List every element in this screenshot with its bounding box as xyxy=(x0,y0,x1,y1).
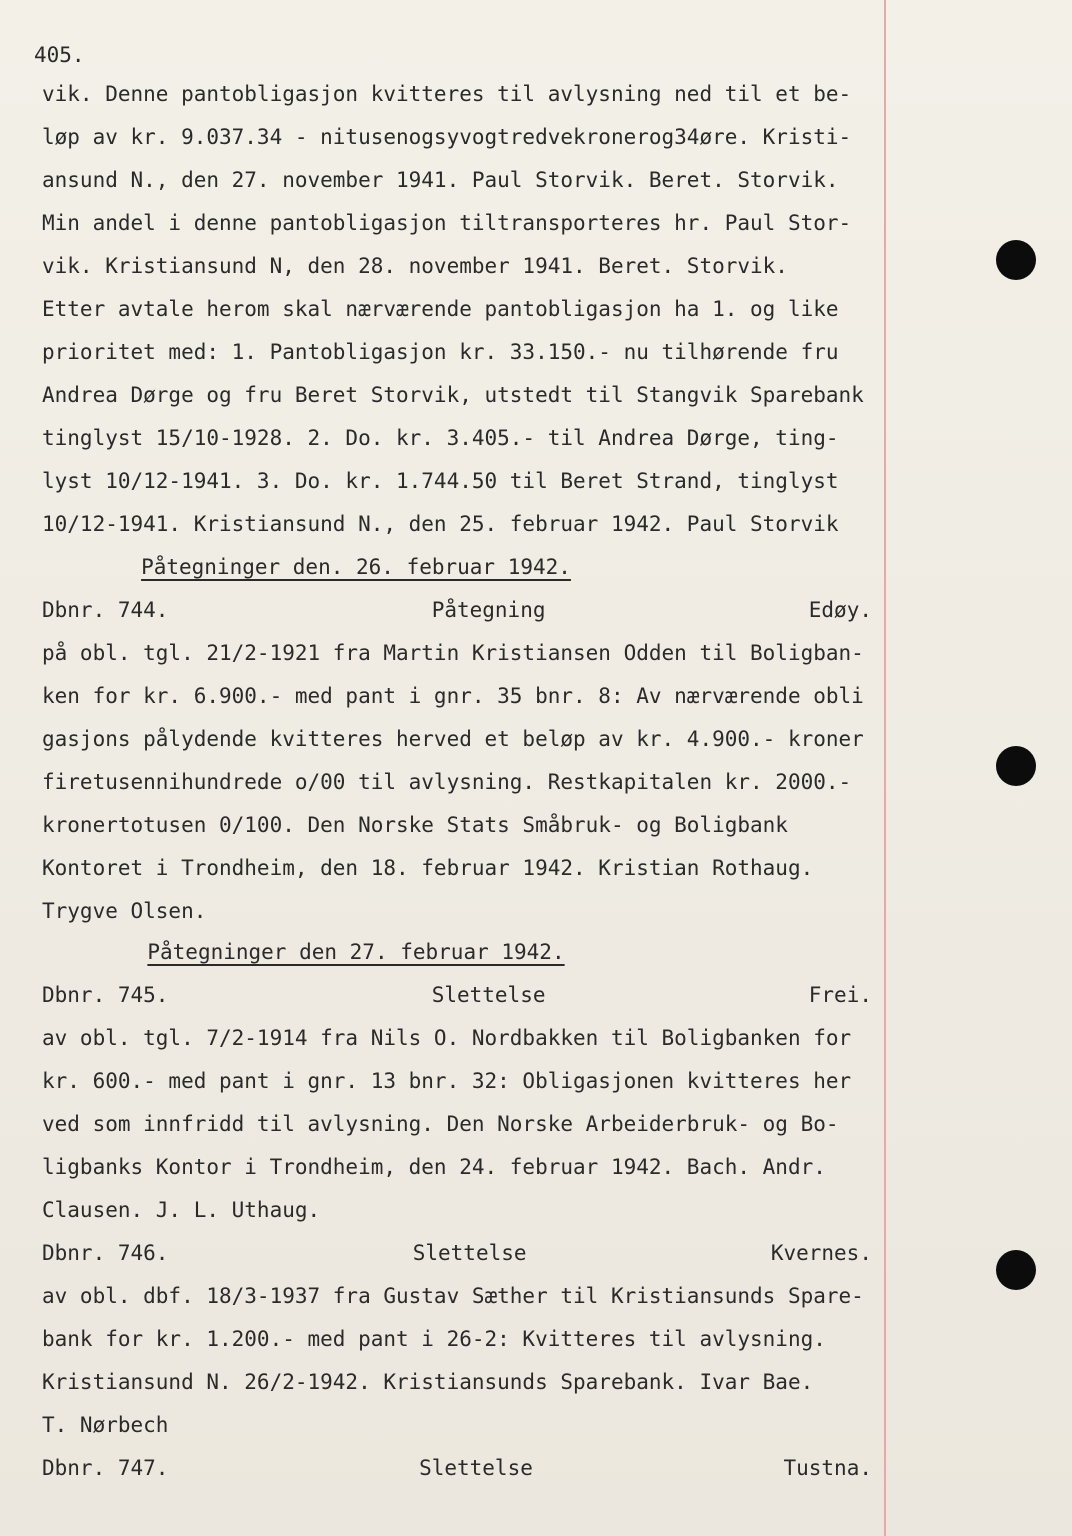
page-number: 405. xyxy=(34,43,85,67)
section-heading-text: Påtegninger den. 26. februar 1942. xyxy=(141,555,571,579)
section-heading xyxy=(0,550,712,584)
text-line: kr. 600.- med pant i gnr. 13 bnr. 32: Obligasjonen kvitteres her xyxy=(42,1069,852,1093)
entry-header xyxy=(42,1236,872,1270)
binder-hole xyxy=(996,746,1036,786)
section-heading xyxy=(0,935,712,969)
text-line: på obl. tgl. 21/2-1921 fra Martin Kristiansen Odden til Boligban- xyxy=(42,641,864,665)
text-line: firetusennihundrede o/00 til avlysning. Restkapitalen kr. 2000.- xyxy=(42,770,852,794)
entry-header xyxy=(42,593,872,627)
text-line: av obl. dbf. 18/3-1937 fra Gustav Sæther til Kristiansunds Spare- xyxy=(42,1284,864,1308)
binder-hole xyxy=(996,240,1036,280)
text-line: ansund N., den 27. november 1941. Paul Storvik. Beret. Storvik. xyxy=(42,168,839,192)
entry-place: Tustna. xyxy=(783,1456,872,1480)
text-line: ligbanks Kontor i Trondheim, den 24. februar 1942. Bach. Andr. xyxy=(42,1155,826,1179)
text-line: Andrea Dørge og fru Beret Storvik, utstedt til Stangvik Sparebank xyxy=(42,383,864,407)
entry-type: Påtegning xyxy=(431,598,546,622)
entry-type: Slettelse xyxy=(419,1456,533,1480)
entry-header xyxy=(42,1451,872,1485)
margin-rule xyxy=(884,0,886,1536)
entry-number: Dbnr. 747. xyxy=(42,1456,169,1480)
entry-number: Dbnr. 744. xyxy=(42,598,169,622)
text-line: lyst 10/12-1941. 3. Do. kr. 1.744.50 til Beret Strand, tinglyst xyxy=(42,469,839,493)
text-line: vik. Kristiansund N, den 28. november 1941. Beret. Storvik. xyxy=(42,254,788,278)
text-line: ved som innfridd til avlysning. Den Norske Arbeiderbruk- og Bo- xyxy=(42,1112,839,1136)
entry-number: Dbnr. 746. xyxy=(42,1241,169,1265)
text-line: tinglyst 15/10-1928. 2. Do. kr. 3.405.- til Andrea Dørge, ting- xyxy=(42,426,839,450)
text-line: prioritet med: 1. Pantobligasjon kr. 33.150.- nu tilhørende fru xyxy=(42,340,839,364)
entry-number: Dbnr. 745. xyxy=(42,983,169,1007)
text-line: vik. Denne pantobligasjon kvitteres til avlysning ned til et be- xyxy=(42,82,852,106)
section-heading-text: Påtegninger den 27. februar 1942. xyxy=(147,940,565,964)
text-line: Min andel i denne pantobligasjon tiltransporteres hr. Paul Stor- xyxy=(42,211,852,235)
text-line: Kristiansund N. 26/2-1942. Kristiansunds Sparebank. Ivar Bae. xyxy=(42,1370,814,1394)
text-line: bank for kr. 1.200.- med pant i 26-2: Kvitteres til avlysning. xyxy=(42,1327,826,1351)
entry-place: Frei. xyxy=(808,983,872,1007)
text-line: Trygve Olsen. xyxy=(42,899,207,923)
text-line: Clausen. J. L. Uthaug. xyxy=(42,1198,321,1222)
entry-place: Edøy. xyxy=(808,598,872,622)
entry-type: Slettelse xyxy=(431,983,546,1007)
text-line: løp av kr. 9.037.34 - nitusenogsyvogtredvekronerog34øre. Kristi- xyxy=(42,125,852,149)
text-line: ken for kr. 6.900.- med pant i gnr. 35 bnr. 8: Av nærværende obli xyxy=(42,684,864,708)
binder-hole xyxy=(996,1250,1036,1290)
entry-place: Kvernes. xyxy=(770,1241,872,1265)
text-line: 10/12-1941. Kristiansund N., den 25. februar 1942. Paul Storvik xyxy=(42,512,839,536)
text-line: Kontoret i Trondheim, den 18. februar 1942. Kristian Rothaug. xyxy=(42,856,814,880)
text-line: gasjons pålydende kvitteres herved et beløp av kr. 4.900.- kroner xyxy=(42,727,864,751)
entry-type: Slettelse xyxy=(412,1241,527,1265)
text-line: T. Nørbech xyxy=(42,1413,169,1437)
text-line: Etter avtale herom skal nærværende pantobligasjon ha 1. og like xyxy=(42,297,839,321)
entry-header xyxy=(42,978,872,1012)
text-line: av obl. tgl. 7/2-1914 fra Nils O. Nordbakken til Boligbanken for xyxy=(42,1026,852,1050)
text-line: kronertotusen 0/100. Den Norske Stats Småbruk- og Boligbank xyxy=(42,813,788,837)
